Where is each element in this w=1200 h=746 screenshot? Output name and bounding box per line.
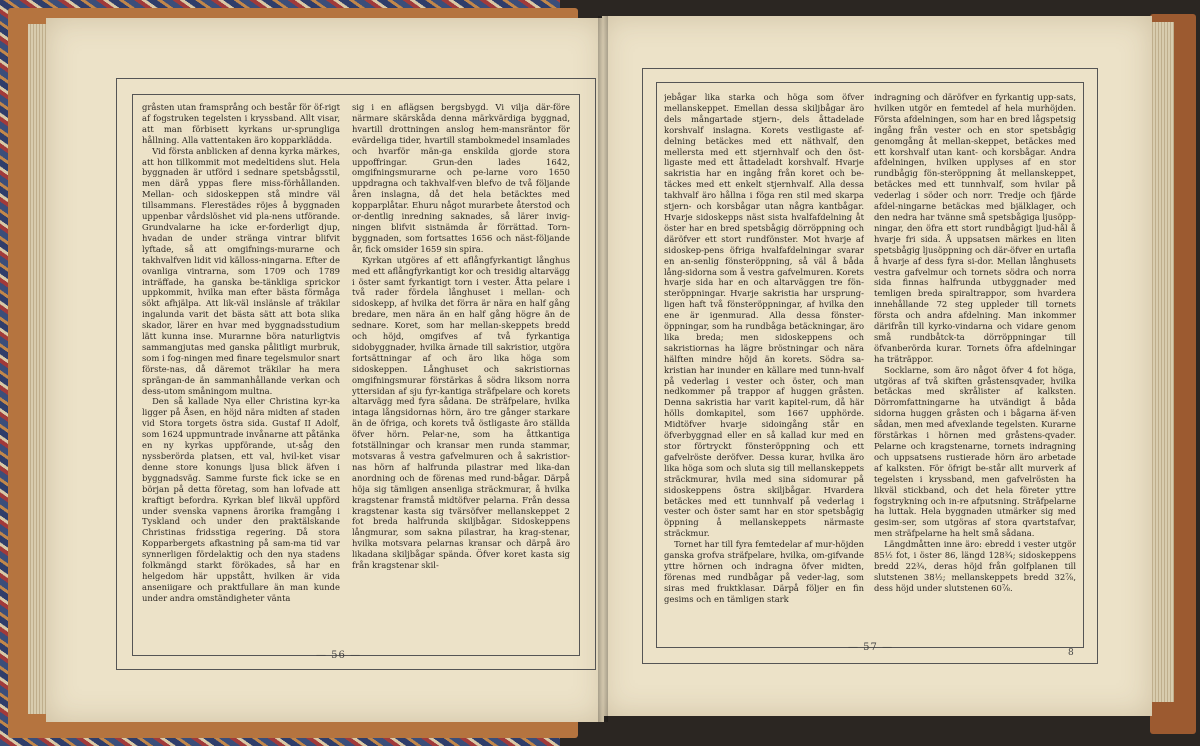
text-column-1 <box>664 92 864 640</box>
left-page <box>46 18 604 722</box>
paragraph: Tornet har till fyra femtedelar af mur-höjden ganska grofva sträfpelare, hvilka, om-gifvande yttre hörnen och indragna öfver midten, förenas med rundbågar på veder-lag, som siras med fruktklasar. Därpå följer en fin gesims och en tämligen stark <box>664 539 864 604</box>
paragraph: indragning och däröfver en fyrkantig upp-sats, hvilken utgör en femtedel af hela murhöjden. Första afdelningen, som har en bred lågspetsig ingång från vester och en stor spetsbågig genomgång åt mellan-skeppet, betäckes med ett korshvalf utan kant- och korsbågar. Andra afdelningen, hvilken upplyses af en stor rundbågig fön-steröppning åt mellanskeppet, betäckes med ett tunnhvalf, som hvilar på vederlag i söder och norr. Tredje och fjärde afdel-ningarne betäckas med bjälklager, och den nedra har tvänne små spetsbågiga ljusöpp-ningar, den öfra ett stort rundbågigt ljud-hål å hvarje fri sida. Å uppsatsen märkes en liten spetsbågig ljusöppning och där-öfver en urtafla å hvarje af dess fyra si-dor. Mellan långhusets vestra gafvelmur och tornets södra och norra sida finnas halfrunda utbyggnader med temligen breda spiraltrappor, som hvardera innehållande 72 steg uppleder till tornets första och andra afdelning. Man inkommer därifrån till kyrko-vindarna och vidare genom små rundbåtck-ta dörröppningar till öfvanberörda kurar. Tornets öfra afdelningar ha träträppor. <box>874 92 1076 364</box>
paragraph: gråsten utan framsprång och består för öf-rigt af fogstruken tegelsten i kryssband. Allt visar, att man förbisett kyrkans ur-sprungliga hållning. Alla vattentaken äro kopparklädda. <box>142 102 340 145</box>
paragraph: Längdmåtten inne äro: ebredd i vester utgör 85½ fot, i öster 86, längd 128¾; sidoskeppens bredd 22¾, deras höjd från golfplanen till slutstenen 38½; mellanskeppets bredd 32⅞, dess höjd under slutstenen 60⅞. <box>874 539 1076 593</box>
book-gutter <box>598 16 608 722</box>
signature-mark: 8 <box>1068 648 1074 658</box>
paragraph: jebågar lika starka och höga som öfver mellanskeppet. Emellan dessa skiljbågar äro dels mångartade stjern-, dels åttadelade korshvalf inslagna. Korets vestligaste af-delning betäckes med ett näthvalf, den mellersta med ett stjernhvalf och den öst-ligaste med ett åttadeladt korshvalf. Hvarje sakristia har en ingång från koret och be-täckes med ett enkelt stjernhvalf. Alla dessa takhvalf äro hållna i föga ren stil med skarpa stjern- och korsbågar utan några kantbågar. Hvarje sidoskepps näst sista hvalfafdelning åt öster har en bred spetsbågig dörröppning och däröfver ett stort rundfönster. Mot hvarje af sidoskep-pens öfriga hvalfafdelningar svarar en an-senlig fönsteröppning, så väl å båda lång-sidorna som å vestra gafvelmuren. Korets hvarje sida har en och altarväggen tre fön-steröppningar. Hvarje sakristia har ursprung-ligen haft två fönsteröppningar, af hvilka den ene är igenmurad. Alla dessa fönster-öppningar, som ha rundbåga betäckningar, äro lika breda; men sidoskeppens och sakristiornas ha lägre bröstningar och nära hälften mindre höjd än korets. Södra sa-kristian har inunder en källare med tunn-hvalf på vederlag i vester och öster, och man nedkommer på trappor af huggen gråsten. Denna sakristia har varit kapitel-rum, då här hölls domkapitel, som 1667 upphörde. Midtöfver hvarje sidoingång står en öfverbyggnad eller en så kallad kur med en stor förtryckt fönsteröppning och ett gafvelröste deröfver. Dessa kurar, hvilka äro lika höga som och sluta sig till mellanskeppets sträckmurar, hvila med sina sidomurar på sidoskeppens östra skiljbågar. Hvardera betäckes med ett tunnhvalf på vederlag i vester och öster samt har en stor spetsbågig öppning å mellanskeppets närmaste sträckmur. <box>664 92 864 539</box>
paragraph: Den så kallade Nya eller Christina kyr-ka ligger på Åsen, en höjd nära midten af staden vid Stora torgets östra sida. Gustaf II Adolf, som 1624 uppmuntrade invånarne att påtänka en ny kyrkas uppförande, ut-såg den nyssberörda platsen, ett val, hvil-ket visar denne store konungs ljusa blick äfven i byggnadsväg. Samme furste fick icke se en början på detta företag, som han lofvade att kraftigt befordra. Kyrkan blef likväl uppförd under svenska vapnens ärorika framgång i Tyskland och under den praktälskande Christinas fridsstiga regering. Då stora Kopparbergets afkastning på sam-ma tid var synnerligen fördelaktig och den nya stadens folkmängd starkt förökades, så har en helgedom här uppstått, hvilken är vida anseniigare och praktfullare än man kunde under andra omständigheter vänta <box>142 396 340 603</box>
text-column-2 <box>352 102 570 648</box>
paragraph: sig i en aflägsen bergsbygd. Vi vilja där-före närmare skärskåda denna märkvärdiga byggnad, hvartill drottningen anslog hem-mansräntor för evärdeliga tider, hvartill stambokmedel insamlades och hvarför män-ga enskilda gjorde stora uppoffringar. Grun-den lades 1642, omgifningsmurarne och pe-larne voro 1650 uppdragna och takhvalf-ven blefvo de två följande åren inslagna, då det hela betäcktes med kopparplåtar. Ehuru något murarbete återstod och or-dentlig inredning saknades, så lärer invig-ningen blifvit sistnämda år förrättad. Torn-byggnaden, som fortsattes 1656 och näst-följande år, fick omsider 1659 sin spira. <box>352 102 570 254</box>
page-number: — 57 — <box>848 642 894 653</box>
page-edges-right <box>1150 22 1174 702</box>
right-page <box>602 16 1152 716</box>
page-number: — 56 — <box>316 650 362 661</box>
text-column-1 <box>142 102 340 648</box>
paragraph: Vid första anblicken af denna kyrka märkes, att hon tillkommit mot medeltidens slut. Hela byggnaden är utförd i sednare spetsbågsstil, men därå yppas flere miss-förhållanden. Mellan- och sidoskeppen stå mindre väl tillsammans. Flerestädes röjes å byggnaden uppenbar vårdslöshet vid pla-nens utförande. Grundvalarne ha icke er-forderligt djup, hvadan de under stränga vintrar blifvit lyftade, så att omgifnings-murarne och takhvalfven lidit vid källoss-ningarna. Efter de ovanliga vintrarna, som 1709 och 1789 inträffade, ha ganska be-tänkliga sprickor uppkommit, hvilka man efter bästa förmåga sökt afhjälpa. Att lik-väl inslänsle af träkilar ingalunda varit det bästa sätt att bota slika skador, lärer en hvar med byggnadsstudium lätt kunna inse. Murarnne böra naturligtvis sammangjutas med ganska pålitligt murbruk, som i fog-ningen med finare tegelsmulor snart förste-nas, då däremot träkilar ha mera sprängan-de än sammanhållande verkan och dess-utom småningom multna. <box>142 145 340 396</box>
paragraph: Kyrkan utgöres af ett aflångfyrkantigt långhus med ett aflångfyrkantigt kor och tresidig altarvägg i öster samt fyrkantigt torn i vester. Åtta pelare i två rader fördela långhuset i mellan- och sidoskepp, af hvilka det förra är nära en half gång bredare, men nära än en half gång högre än de sednare. Koret, som har mellan-skeppets bredd och höjd, omgifves af två fyrkantiga sidobyggnader, hvilka ärnade till sakristior, utgöra fortsättningar af och äro lika höga som sidoskeppen. Långhuset och sakristiornas omgifningsmurar förstärkas å södra liksom norra yttersidan af sju fyr-kantiga sträfpelare och korets altarvägg med fyra sådana. De sträfpelare, hvilka intaga långsidornas hörn, äro tre gånger starkare än de öfriga, och korets två östligaste äro ställda öfver hörn. Pelar-ne, som ha åttkantiga fotställningar och kransar men runda stammar, motsvaras å vestra gafvelmuren och å sakristior-nas hörn af halfrunda pilastrar med lika-dan anordning och de förenas med rund-bågar. Därpå höja sig tämligen ansenliga sträckmurar, å hvilka kragstenar framstå midtöfver pelarna. Från dessa kragstenar kasta sig tvärsöfver mellanskeppet 2 fot breda halfrunda skiljbågar. Sidoskeppens långmurar, som sakna pilastrar, ha krag-stenar, hvilka motsvara pelarnas kransar och därpå äro likadana skiljbågar spända. Öfver koret kasta sig från kragstenar skil- <box>352 254 570 571</box>
paragraph: Socklarne, som äro något öfver 4 fot höga, utgöras af två skiften gråstensqvader, hvilka betäckas med skrålister af kalksten. Dörromfattningarne ha utvändigt å båda sidorna huggen gråsten och i bågarna äf-ven sådan, men med afvexlande tegelsten. Kurarne förstärkas i hörnen med gråstens-qvader. Pelarne och kragstenarne, tornets indragning och uppsatsens rustierade hörn äro arbetade af kalksten. För öfrigt be-står allt murverk af tegelsten i kryssband, men gafvelrösten ha likväl stickband, och det hela företer yttre fogstrykning och in-re afputsning. Sträfpelarne ha luttak. Hela byggnaden utmärker sig med gesim-ser, som utgöras af stora qvartstafvar, men sträfpelarne ha helt små sådana. <box>874 364 1076 539</box>
text-column-2 <box>874 92 1076 640</box>
